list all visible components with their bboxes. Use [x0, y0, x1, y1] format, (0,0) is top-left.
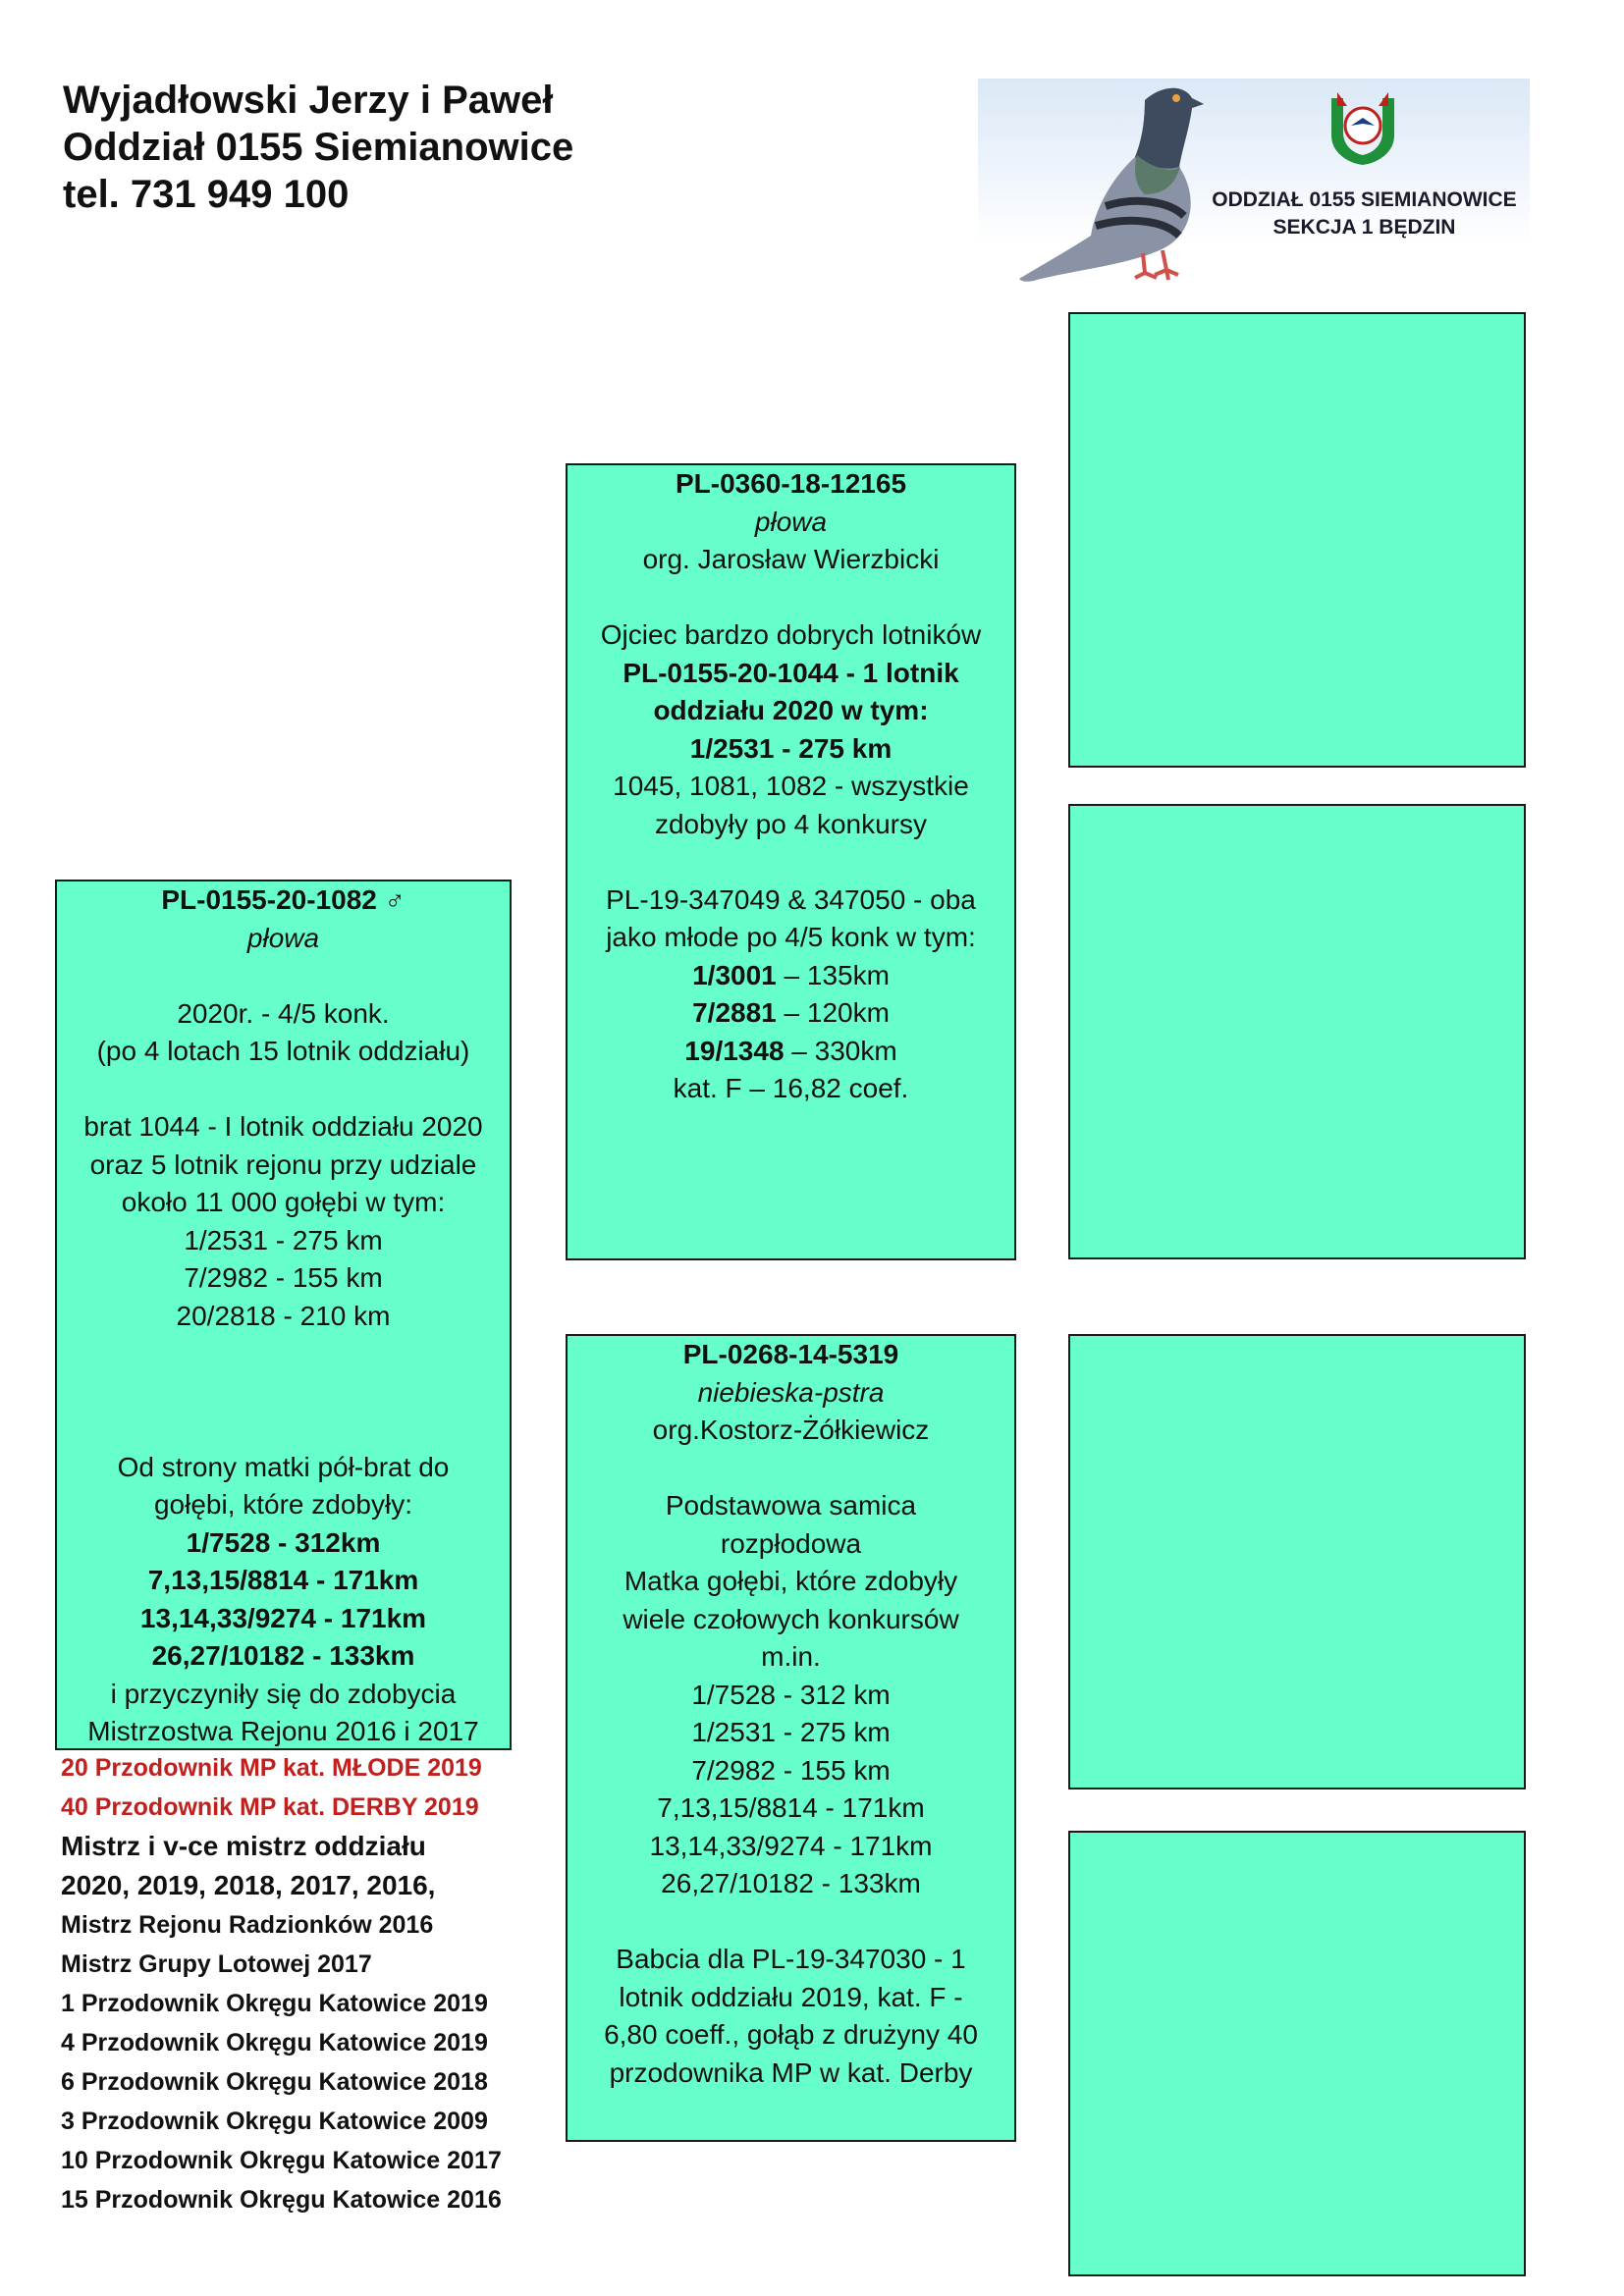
club-banner — [978, 79, 1530, 243]
main-pigeon-line: 1/2531 - 275 km — [184, 1224, 383, 1255]
achievement-item: Mistrz Rejonu Radzionków 2016 — [61, 1911, 434, 1939]
father-ring: PL-0360-18-12165 — [675, 468, 907, 499]
main-pigeon-line: 20/2818 - 210 km — [176, 1300, 391, 1331]
phone-number: tel. 731 949 100 — [63, 173, 350, 216]
mother-line: 6,80 coeff., gołąb z drużyny 40 — [604, 2019, 978, 2050]
mother-result: 13,14,33/9274 - 171km — [649, 1830, 933, 1861]
main-pigeon-line: 7/2982 - 155 km — [184, 1262, 383, 1293]
main-pigeon-line: 2020r. - 4/5 konk. — [177, 997, 390, 1029]
father-highlight: 1/2531 - 275 km — [689, 732, 893, 764]
main-pigeon-result: 26,27/10182 - 133km — [151, 1640, 415, 1671]
father-line: kat. F – 16,82 coef. — [673, 1073, 909, 1103]
pigeon-illustration — [998, 79, 1292, 290]
mother-line: przodownika MP w kat. Derby — [609, 2056, 973, 2088]
achievement-red: 20 Przodownik MP kat. MŁODE 2019 — [61, 1754, 482, 1782]
main-pigeon-line: Mistrzostwa Rejonu 2016 i 2017 — [87, 1716, 479, 1746]
mother-line: m.in. — [761, 1641, 821, 1672]
mother-line: Babcia dla PL-19-347030 - 1 — [616, 1944, 966, 1974]
mother-line: rozpłodowa — [720, 1527, 862, 1559]
banner-line-1: ODDZIAŁ 0155 SIEMIANOWICE — [1212, 188, 1517, 211]
grandparent-card-3 — [1068, 1334, 1526, 1789]
father-result: 19/1348 – 330km — [684, 1035, 897, 1066]
father-line: jako młode po 4/5 konk w tym: — [606, 922, 976, 952]
father-origin: org. Jarosław Wierzbicki — [642, 544, 940, 574]
branch-name: Oddział 0155 Siemianowice — [63, 126, 574, 169]
father-line: PL-19-347049 & 347050 - oba — [606, 883, 976, 915]
mother-color: niebieska-pstra — [697, 1376, 885, 1408]
father-line: zdobyły po 4 konkursy — [654, 808, 928, 839]
main-pigeon-line: i przyczyniły się do zdobycia — [110, 1678, 457, 1709]
main-pigeon-line: gołębi, które zdobyły: — [153, 1489, 413, 1520]
main-pigeon-line: brat 1044 - I lotnik oddziału 2020 — [83, 1111, 483, 1142]
achievement-item: 2020, 2019, 2018, 2017, 2016, — [61, 1870, 436, 1900]
achievement-item: 4 Przodownik Okręgu Katowice 2019 — [61, 2029, 488, 2056]
mother-result: 7/2982 - 155 km — [691, 1754, 891, 1786]
father-result: 1/3001 – 135km — [692, 959, 890, 990]
main-pigeon-result: 7,13,15/8814 - 171km — [147, 1565, 419, 1595]
achievement-item: 1 Przodownik Okręgu Katowice 2019 — [61, 1990, 488, 2017]
father-color: płowa — [754, 506, 828, 537]
mother-line: Podstawowa samica — [665, 1490, 917, 1521]
mother-ring: PL-0268-14-5319 — [682, 1339, 899, 1369]
father-highlight: oddziału 2020 w tym: — [653, 695, 929, 725]
father-line: 1045, 1081, 1082 - wszystkie — [613, 771, 969, 801]
achievement-item: 15 Przodownik Okręgu Katowice 2016 — [61, 2186, 502, 2214]
main-pigeon-result: 1/7528 - 312km — [186, 1526, 381, 1558]
mother-result: 7,13,15/8814 - 171km — [657, 1792, 925, 1823]
mother-result: 1/7528 - 312 km — [691, 1679, 891, 1710]
achievement-item: Mistrz i v-ce mistrz oddziału — [61, 1831, 426, 1861]
mother-result: 1/2531 - 275 km — [691, 1717, 891, 1747]
main-pigeon-ring: PL-0155-20-1082 ♂ — [161, 884, 406, 915]
main-pigeon-line: (po 4 lotach 15 lotnik oddziału) — [96, 1036, 470, 1066]
mother-card — [566, 1334, 1016, 2142]
mother-result: 26,27/10182 - 133km — [661, 1868, 921, 1898]
main-pigeon-line: Od strony matki pół-brat do — [117, 1451, 450, 1482]
mother-line: wiele czołowych konkursów — [623, 1603, 959, 1634]
grandparent-card-2 — [1068, 804, 1526, 1259]
mother-origin: org.Kostorz-Żółkiewicz — [652, 1415, 930, 1445]
main-pigeon-line: około 11 000 gołębi w tym: — [121, 1187, 446, 1217]
mother-line: lotnik oddziału 2019, kat. F - — [619, 1981, 963, 2012]
achievement-item: Mistrz Grupy Lotowej 2017 — [61, 1950, 372, 1978]
achievement-item: 6 Przodownik Okręgu Katowice 2018 — [61, 2068, 488, 2096]
achievements-list — [61, 1748, 502, 2219]
main-pigeon-line: oraz 5 lotnik rejonu przy udziale — [89, 1148, 477, 1180]
father-highlight: PL-0155-20-1044 - 1 lotnik — [623, 657, 959, 688]
header — [63, 77, 573, 218]
achievement-item: 3 Przodownik Okręgu Katowice 2009 — [61, 2108, 488, 2135]
main-pigeon-card — [55, 880, 512, 1750]
grandparent-card-1 — [1068, 312, 1526, 768]
achievement-item: 10 Przodownik Okręgu Katowice 2017 — [61, 2147, 502, 2174]
father-line: Ojciec bardzo dobrych lotników — [600, 619, 982, 650]
father-result: 7/2881 – 120km — [692, 997, 890, 1028]
pzhgp-emblem-icon — [1324, 88, 1402, 167]
main-pigeon-color: płowa — [246, 922, 320, 953]
achievement-red: 40 Przodownik MP kat. DERBY 2019 — [61, 1793, 479, 1821]
father-card — [566, 463, 1016, 1260]
banner-line-2: SEKCJA 1 BĘDZIN — [1272, 216, 1456, 239]
grandparent-card-4 — [1068, 1831, 1526, 2276]
mother-line: Matka gołębi, które zdobyły — [623, 1566, 958, 1596]
breeder-name: Wyjadłowski Jerzy i Paweł — [63, 79, 554, 122]
main-pigeon-result: 13,14,33/9274 - 171km — [139, 1602, 427, 1633]
